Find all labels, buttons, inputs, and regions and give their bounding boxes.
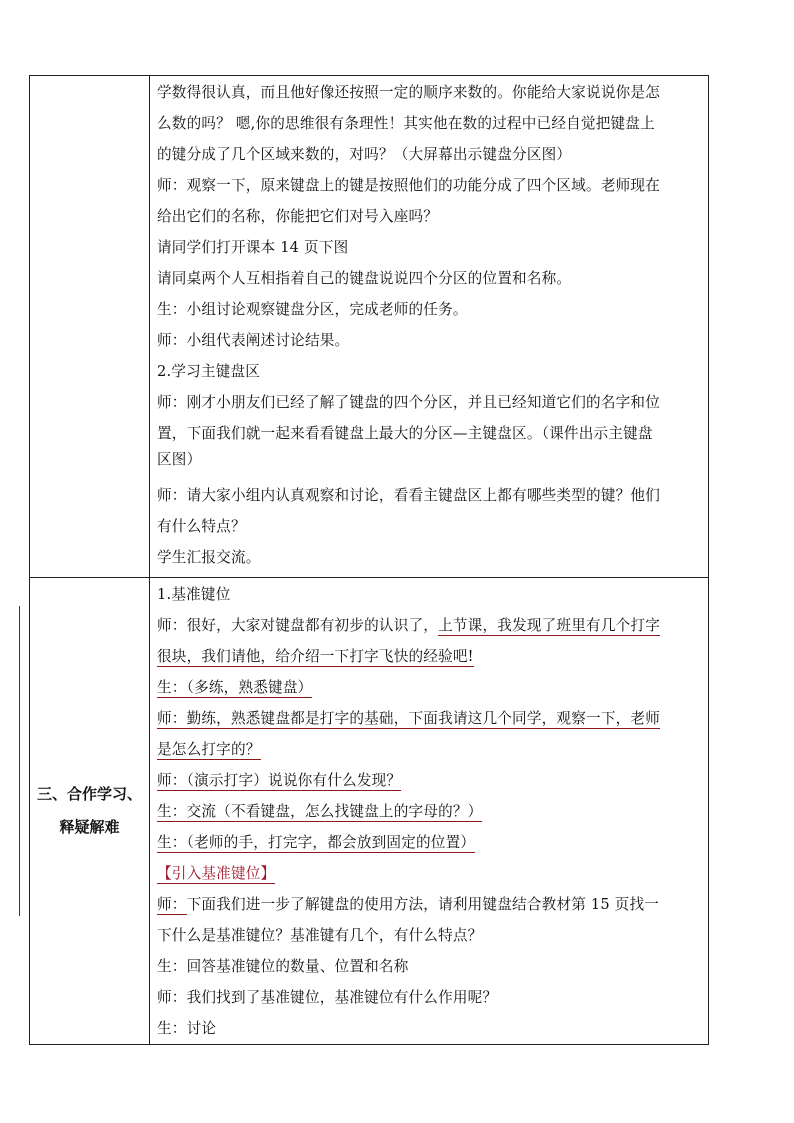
margin-revision-line [19, 606, 20, 916]
text-line: 学数得很认真，而且他好像还按照一定的顺序来数的。你能给大家说说你是怎 [157, 84, 660, 101]
text-line: 下什么是基准键位？基准键有几个，有什么特点？ [157, 927, 483, 944]
underlined-text: 很块，我们请他，给介绍一下打字飞快的经验吧! [157, 648, 474, 665]
table-row [30, 76, 709, 578]
text-line: 区图） [157, 451, 202, 468]
content-block [150, 76, 708, 573]
text-line: 师：观察一下，原来键盘上的键是按照他们的功能分成了四个区域。老师现在 [157, 177, 660, 194]
text-line: 师：我们找到了基准键位，基准键位有什么作用呢？ [157, 989, 498, 1006]
bracket-heading: 【引入基准键位】 [157, 865, 276, 882]
text-line: 师：小组代表阐述讨论结果。 [157, 332, 350, 349]
text-line: 有什么特点？ [157, 518, 246, 535]
text-line [157, 610, 703, 641]
underlined-text: 上节课，我发现了班里有几个打字 [438, 617, 661, 634]
text-line [157, 734, 703, 765]
text-line: 给出它们的名称，你能把它们对号入座吗？ [157, 208, 439, 225]
section-title-line2: 释疑解难 [59, 818, 120, 836]
text-line [157, 641, 703, 672]
text-line [157, 672, 703, 703]
text-span: 下面我们进一步了解键盘的使用方法，请利用键盘结合教材第 15 页找一 [186, 896, 660, 913]
content-cell [150, 578, 709, 1045]
text-line: 生：回答基准键位的数量、位置和名称 [157, 958, 409, 975]
section-cell [30, 578, 150, 1045]
content-block [150, 578, 708, 1044]
text-line: 置，下面我们就一起来看看键盘上最大的分区—主键盘区。（课件出示主键盘 [157, 425, 653, 442]
underlined-text: 师： [157, 896, 187, 913]
text-line: 师：刚才小朋友们已经了解了键盘的四个分区，并且已经知道它们的名字和位 [157, 394, 660, 411]
underlined-text: 是怎么打字的？ [157, 741, 261, 758]
text-line [157, 889, 703, 920]
table-row [30, 578, 709, 1045]
text-line: 请同桌两个人互相指着自己的键盘说说四个分区的位置和名称。 [157, 270, 572, 287]
text-line [157, 858, 703, 889]
underlined-text: 生：（多练，熟悉键盘） [157, 679, 313, 696]
text-line: 学生汇报交流。 [157, 549, 261, 566]
underlined-text: 师：勤练，熟悉键盘都是打字的基础，下面我请这几个同学，观察一下，老师 [157, 710, 660, 727]
text-line [157, 765, 703, 796]
text-span: 师：很好，大家对键盘都有初步的认识了， [157, 617, 439, 634]
underlined-text: 生：交流（不看键盘，怎么找键盘上的字母的？） [157, 803, 483, 820]
underlined-text: 生：（老师的手，打完字，都会放到固定的位置） [157, 834, 476, 851]
text-line: 师：请大家小组内认真观察和讨论，看看主键盘区上都有哪些类型的键？他们 [157, 487, 660, 504]
text-line [157, 827, 703, 858]
section-cell-empty [30, 76, 150, 578]
text-line [157, 703, 703, 734]
text-line: 么数的吗？ 嗯,你的思维很有条理性！其实他在数的过程中已经自觉把键盘上 [157, 115, 655, 132]
subheading: 1.基准键位 [157, 586, 231, 603]
content-cell [150, 76, 709, 578]
text-line: 生：小组讨论观察键盘分区，完成老师的任务。 [157, 301, 468, 318]
text-line [157, 796, 703, 827]
section-title-line1: 三、合作学习、 [36, 785, 142, 803]
text-line: 请同学们打开课本 14 页下图 [157, 239, 349, 256]
text-line: 生：讨论 [157, 1020, 217, 1037]
lesson-plan-table [29, 75, 709, 1045]
text-line: 的键分成了几个区域来数的，对吗？（大屏幕出示键盘分区图） [157, 146, 572, 163]
underlined-text: 师：（演示打字）说说你有什么发现？ [157, 772, 402, 789]
subheading: 2.学习主键盘区 [157, 363, 261, 380]
